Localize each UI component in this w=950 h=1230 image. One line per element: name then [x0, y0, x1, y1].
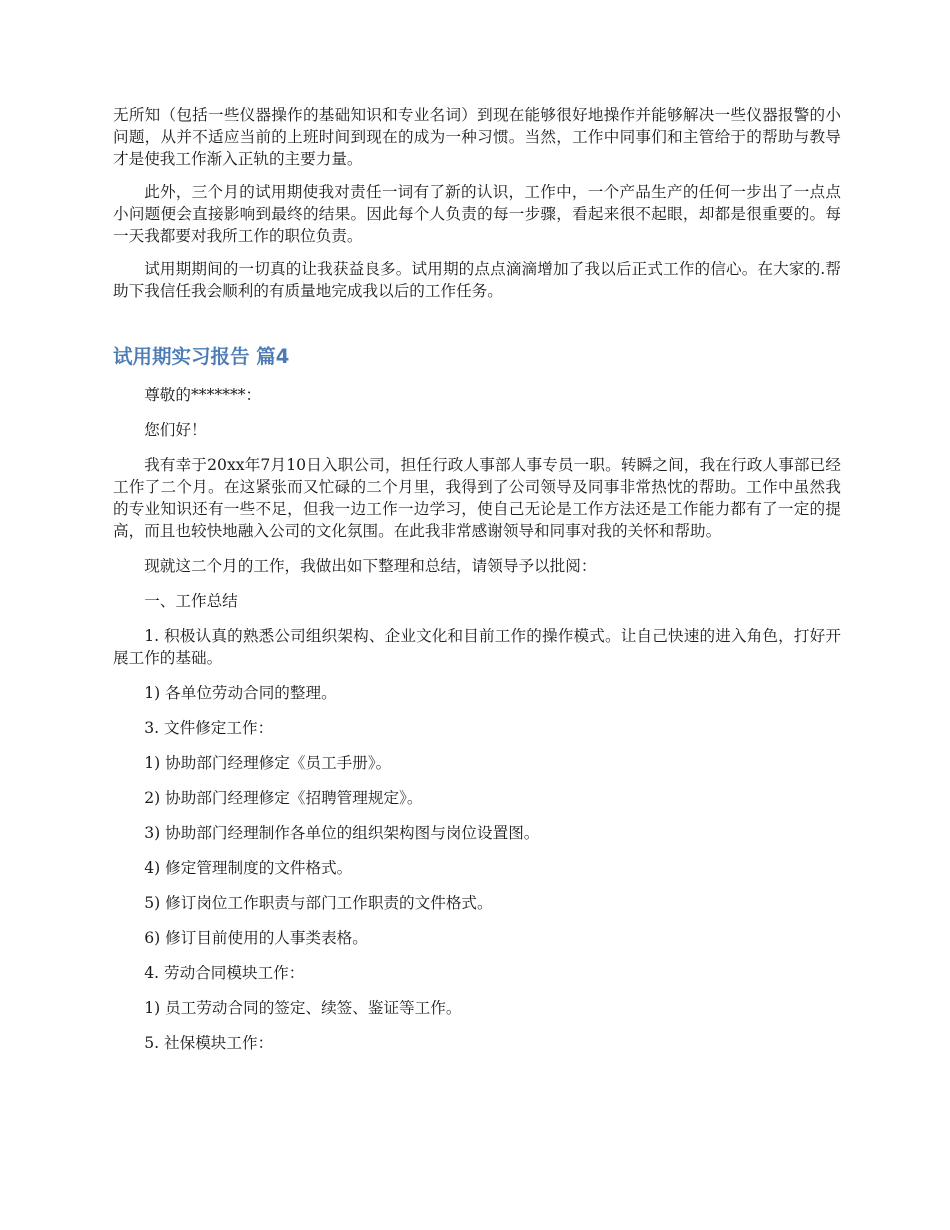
list-item: 一、工作总结 [144, 592, 238, 610]
list-item: 5. 社保模块工作： [144, 1034, 274, 1052]
list-item: 1) 协助部门经理修定《员工手册》。 [144, 754, 392, 772]
list-item: 5) 修订岗位工作职责与部门工作职责的文件格式。 [144, 894, 493, 912]
document-page [113, 104, 841, 1067]
list-item: 3. 文件修定工作： [144, 719, 274, 737]
intro-paragraph-gains: 试用期期间的一切真的让我获益良多。试用期的点点滴滴增加了我以后正式工作的信心。在大家的.帮助下我信任我会顺利的有质量地完成我以后的工作任务。 [113, 260, 841, 300]
salutation: 尊敬的*******： [144, 386, 262, 404]
list-item: 3) 协助部门经理制作各单位的组织架构图与岗位设置图。 [144, 824, 540, 842]
list-item: 1) 员工劳动合同的签定、续签、鉴证等工作。 [144, 999, 462, 1017]
list-item: 4) 修定管理制度的文件格式。 [144, 859, 353, 877]
intro-paragraph-continued: 无所知（包括一些仪器操作的基础知识和专业名词）到现在能够很好地操作并能够解决一些仪器报警的小问题，从并不适应当前的上班时间到现在的成为一种习惯。当然，工作中同事们和主管给于的帮助与教导才是使我工作渐入正轨的主要力量。 [113, 106, 841, 168]
intro-paragraph-onboarding: 我有幸于20xx年7月10日入职公司，担任行政人事部人事专员一职。转瞬之间，我在行政人事部已经工作了二个月。在这紧张而又忙碌的二个月里，我得到了公司领导及同事非常热忱的帮助。工作中虽然我的专业知识还有一些不足，但我一边工作一边学习，使自己无论是工作方法还是工作能力都有了一定的提高，而且也较快地融入公司的文化氛围。在此我非常感谢领导和同事对我的关怀和帮助。 [113, 456, 841, 540]
section-heading: 试用期实习报告 篇4 [113, 345, 290, 368]
list-item: 1. 积极认真的熟悉公司组织架构、企业文化和目前工作的操作模式。让自己快速的进入角色，打好开展工作的基础。 [113, 627, 841, 667]
list-item: 4. 劳动合同模块工作： [144, 964, 305, 982]
list-item: 1) 各单位劳动合同的整理。 [144, 684, 337, 702]
greeting: 您们好！ [144, 421, 207, 439]
list-item: 6) 修订目前使用的人事类表格。 [144, 929, 368, 947]
summary-lead-paragraph: 现就这二个月的工作，我做出如下整理和总结，请领导予以批阅： [144, 557, 597, 575]
intro-paragraph-responsibility: 此外，三个月的试用期使我对责任一词有了新的认识，工作中，一个产品生产的任何一步出了一点点小问题便会直接影响到最终的结果。因此每个人负责的每一步骤，看起来很不起眼，却都是很重要的。每一天我都要对我所工作的职位负责。 [113, 183, 841, 245]
list-item: 2) 协助部门经理修定《招聘管理规定》。 [144, 789, 423, 807]
